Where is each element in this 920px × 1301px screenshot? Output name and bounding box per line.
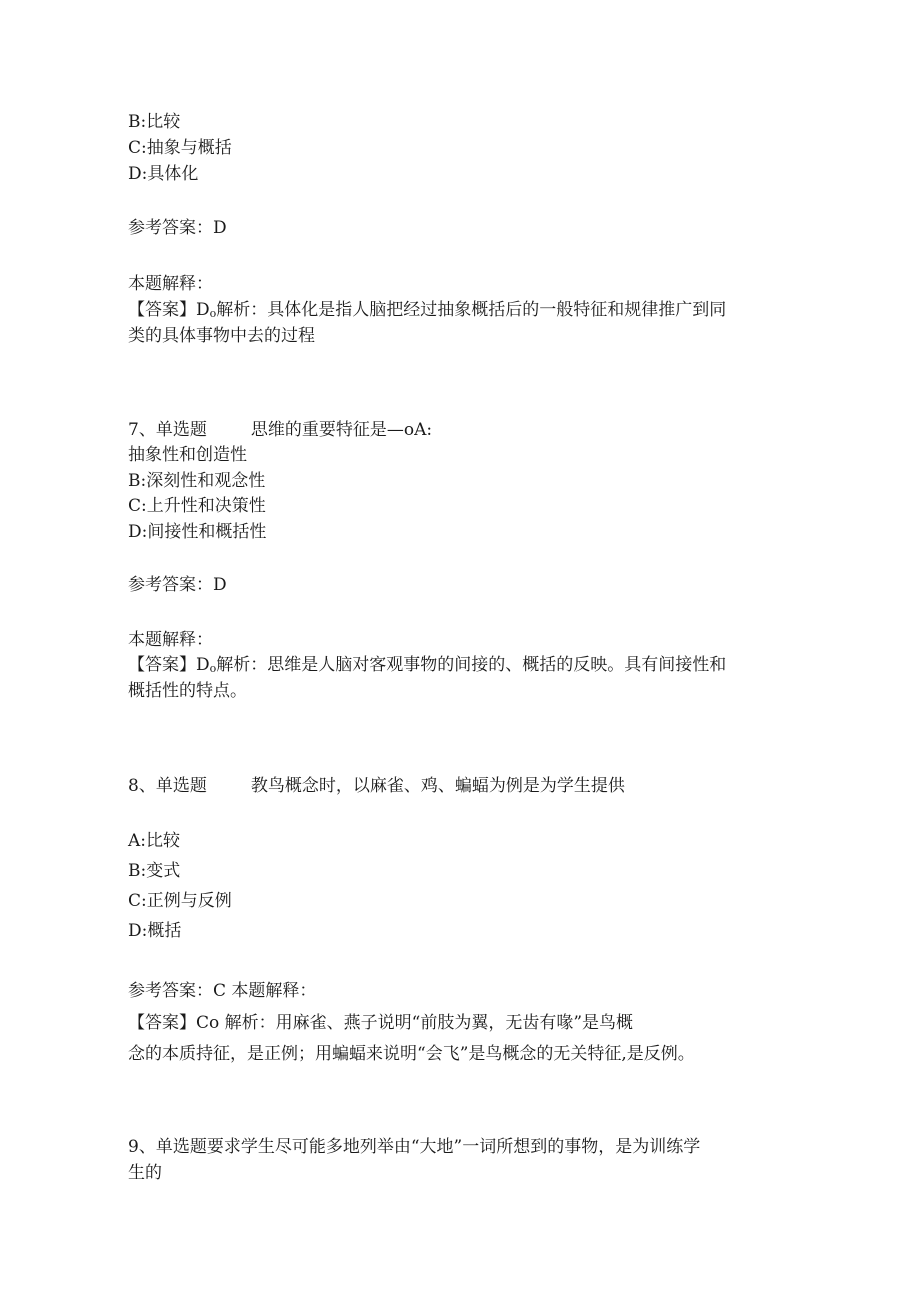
question-header (128, 774, 625, 798)
question-stem: 教鸟概念时，以麻雀、鸡、蝙蝠为例是为学生提供 (250, 776, 625, 796)
option-b: B:变式 (128, 861, 181, 881)
option-b: B:比较 (128, 112, 181, 132)
option-a: A:比较 (128, 831, 181, 851)
explanation-text: 解析：思维是人脑对客观事物的间接的、概括的反映。具有间接性和 (216, 655, 727, 675)
option-c: C:抽象与概括 (128, 138, 232, 158)
explanation-label: 本题解释： (128, 630, 213, 650)
option-a: 抽象性和创造性 (128, 445, 247, 465)
option-c: C:上升性和决策性 (128, 496, 266, 516)
explanation-line: 类的具体事物中去的过程 (128, 326, 315, 346)
option-c: C:正例与反例 (128, 891, 232, 911)
answer-tag: 【答案】D (128, 655, 210, 675)
explanation-line: 【答案】Co 解析：用麻雀、燕子说明“前肢为翼，无齿有喙”是鸟概 (128, 1013, 634, 1033)
reference-answer: 参考答案：D (128, 575, 227, 595)
reference-answer: 参考答案：D (128, 218, 227, 238)
explanation-line (128, 653, 726, 681)
question-stem: 9、单选题要求学生尽可能多地列举由“大地”一词所想到的事物，是为训练学 (128, 1137, 701, 1157)
question-number: 8、单选题 (128, 776, 207, 796)
question-number: 7、单选题 (128, 420, 207, 440)
explanation-label: 本题解释： (128, 274, 213, 294)
answer-subscript: o (209, 662, 217, 675)
option-d: D:间接性和概括性 (128, 522, 267, 542)
explanation-line: 概括性的特点。 (128, 681, 247, 701)
answer-tag: 【答案】D (128, 300, 210, 320)
option-d: D:概括 (128, 921, 182, 941)
explanation-text: 解析：具体化是指人脑把经过抽象概括后的一般特征和规律推广到同 (216, 300, 727, 320)
answer-subscript: o (209, 307, 217, 320)
explanation-line (128, 298, 726, 326)
explanation-line: 念的本质持征，是正例；用蝙蝠来说明“会飞”是鸟概念的无关特征,是反例。 (128, 1044, 695, 1064)
question-stem: 生的 (128, 1163, 162, 1183)
option-d: D:具体化 (128, 164, 199, 184)
option-b: B:深刻性和观念性 (128, 471, 266, 491)
question-stem: 思维的重要特征是—oA: (250, 420, 433, 440)
reference-answer: 参考答案：C 本题解释： (128, 981, 317, 1001)
question-header (128, 418, 432, 442)
